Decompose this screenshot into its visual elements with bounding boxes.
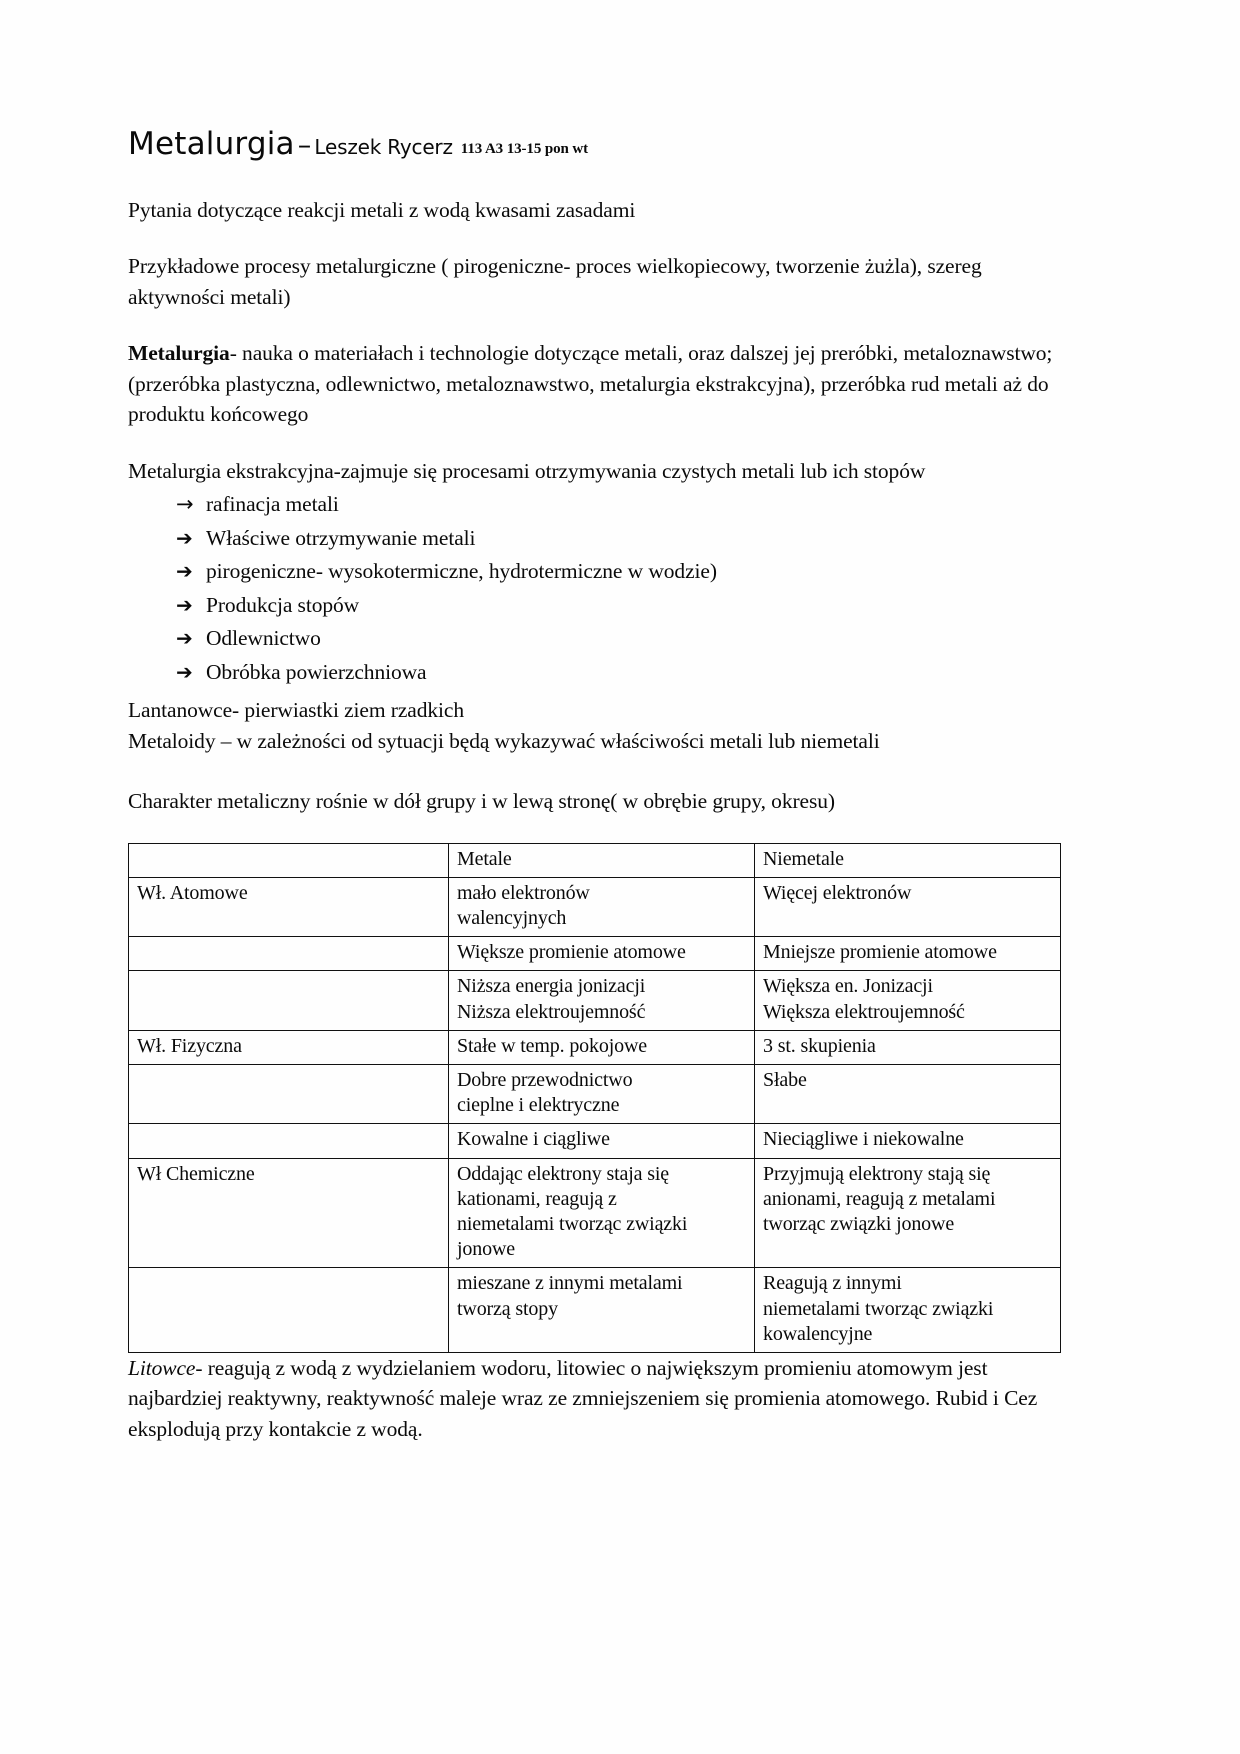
lithium-line3: promienia atomowego. Rubid i Cez eksplodują przy kontakcie z wodą. (128, 1386, 1038, 1441)
row-label (129, 971, 449, 1030)
list-item (176, 561, 1060, 583)
cell-metals (449, 1158, 755, 1268)
cell-line: Kowalne i ciągliwe (457, 1128, 610, 1151)
cell-line: Oddając elektrony staja się (457, 1162, 669, 1185)
definition-term: Metalurgia (128, 341, 230, 366)
row-label: Wł Chemiczne (129, 1158, 449, 1268)
arrow-right-icon: ➔ (176, 592, 193, 617)
arrow-right-icon: → (176, 492, 194, 517)
title-author: Leszek Rycerz (314, 135, 453, 159)
cell-line: Dobre przewodnictwo (457, 1069, 633, 1092)
arrow-right-icon: ➔ (176, 626, 193, 651)
table-header-cell-nonmetals: Niemetale (755, 843, 1061, 877)
paragraph-examples (128, 251, 1060, 312)
cell-line: walencyjnych (457, 907, 567, 930)
cell-line: Większe promienie atomowe (457, 941, 686, 964)
cell-line: Niższa energia jonizacji (457, 975, 646, 998)
page-title (128, 128, 1060, 161)
definition-line3: ekstrakcyjna), przeróbka rud metali aż do produktu końcowego (128, 371, 1049, 427)
row-label (129, 1124, 449, 1158)
comparison-table (128, 843, 1061, 1353)
notes-block (128, 695, 1060, 756)
row-label (129, 1268, 449, 1353)
cell-line: tworząc związki jonowe (763, 1212, 955, 1235)
cell-line: anionami, reagują z metalami (763, 1187, 996, 1210)
cell-metals (449, 971, 755, 1030)
list-item (176, 659, 1060, 684)
definition-line1: - nauka o materiałach i technologie dotyczące metali, oraz dalszej jej preróbki, (229, 341, 899, 366)
list-item (176, 494, 1060, 516)
list-item-label: Odlewnictwo (206, 626, 321, 651)
cell-line: Przyjmują elektrony stają się (763, 1162, 991, 1185)
note-metalloids: Metaloidy – w zależności od sytuacji będą wykazywać właściwości metali lub niemetali (128, 728, 880, 753)
list-item (176, 628, 1060, 650)
row-label: Wł. Fizyczna (129, 1030, 449, 1064)
cell-line: Większa elektroujemność (763, 1000, 965, 1023)
paragraph-metallic-character-text: Charakter metaliczny rośnie w dół grupy i w lewą stronę( w obrębie grupy, okresu) (128, 789, 835, 814)
cell-nonmetals (755, 1065, 1061, 1124)
paragraph-definition (128, 338, 1060, 430)
table-row (129, 1158, 1061, 1268)
cell-metals (449, 1124, 755, 1158)
paragraph-extractive (128, 456, 1060, 487)
cell-line: Większa en. Jonizacji (763, 975, 933, 998)
table-header-cell-metals: Metale (449, 843, 755, 877)
cell-metals (449, 877, 755, 936)
cell-metals (449, 1065, 755, 1124)
cell-nonmetals (755, 1124, 1061, 1158)
paragraph-questions-text: Pytania dotyczące reakcji metali z wodą kwasami zasadami (128, 197, 636, 222)
cell-line: Słabe (763, 1069, 807, 1092)
cell-line: niemetalami tworząc związki (763, 1297, 994, 1320)
list-item (176, 592, 1060, 617)
lithium-line1: - reagują z wodą z wydzielaniem wodoru, litowiec o największym promieniu (195, 1355, 852, 1380)
cell-line: Więcej elektronów (763, 881, 912, 904)
cell-nonmetals (755, 971, 1061, 1030)
cell-nonmetals (755, 937, 1061, 971)
cell-metals (449, 1268, 755, 1353)
cell-line: mało elektronów (457, 881, 590, 904)
paragraph-extractive-text: Metalurgia ekstrakcyjna-zajmuje się procesami otrzymywania czystych metali lub ich stopów (128, 458, 926, 483)
table-row (129, 1124, 1061, 1158)
table-row (129, 937, 1061, 971)
cell-line: cieplne i elektryczne (457, 1094, 620, 1117)
cell-line: Nieciągliwe i niekowalne (763, 1128, 964, 1151)
title-main: Metalurgia (128, 126, 295, 162)
cell-line: niemetalami tworząc związki (457, 1212, 688, 1235)
paragraph-lithium-group (128, 1353, 1060, 1445)
cell-nonmetals (755, 1268, 1061, 1353)
arrow-right-icon: ➔ (176, 559, 193, 584)
table-row (129, 1065, 1061, 1124)
definition-line2: metaloznawstwo; (przeróbka plastyczna, odlewnictwo, metaloznawstwo, metalurgia (128, 341, 1053, 396)
table-header-row (129, 843, 1061, 877)
cell-metals (449, 937, 755, 971)
table-row (129, 1030, 1061, 1064)
cell-nonmetals (755, 877, 1061, 936)
cell-nonmetals (755, 1030, 1061, 1064)
cell-line: 3 st. skupienia (763, 1034, 876, 1057)
title-dash: – (297, 130, 312, 161)
cell-line: kowalencyjne (763, 1322, 873, 1345)
cell-line: jonowe (457, 1238, 515, 1261)
cell-metals (449, 1030, 755, 1064)
cell-line: Mniejsze promienie atomowe (763, 941, 997, 964)
paragraph-examples-line2: szereg aktywności metali) (128, 254, 982, 309)
cell-nonmetals (755, 1158, 1061, 1268)
lithium-line2: atomowym jest najbardziej reaktywny, reaktywność maleje wraz ze zmniejszeniem się (128, 1355, 988, 1411)
cell-line: Niższa elektroujemność (457, 1000, 646, 1023)
paragraph-metallic-character (128, 786, 1060, 817)
row-label (129, 937, 449, 971)
list-item-label: pirogeniczne- wysokotermiczne, hydrotermiczne w wodzie) (206, 559, 717, 584)
arrow-right-icon: ➔ (176, 659, 193, 684)
title-course-code: 113 A3 13-15 pon wt (460, 141, 589, 157)
table-row (129, 971, 1061, 1030)
list-item-label: Obróbka powierzchniowa (206, 659, 427, 684)
lithium-term: Litowce (128, 1355, 196, 1380)
list-item (176, 525, 1060, 550)
table-row (129, 1268, 1061, 1353)
paragraph-questions (128, 195, 1060, 226)
cell-line: kationami, reagują z (457, 1187, 617, 1210)
table-header-cell-empty (129, 843, 449, 877)
list-item-label: Produkcja stopów (206, 592, 360, 617)
table-row (129, 877, 1061, 936)
cell-line: tworzą stopy (457, 1297, 558, 1320)
list-item-label: Właściwe otrzymywanie metali (206, 525, 476, 550)
list-item-label: rafinacja metali (206, 492, 339, 517)
arrow-right-icon: ➔ (176, 525, 193, 550)
row-label (129, 1065, 449, 1124)
cell-line: Stałe w temp. pokojowe (457, 1034, 648, 1057)
cell-line: Reagują z innymi (763, 1272, 902, 1295)
cell-line: mieszane z innymi metalami (457, 1272, 683, 1295)
paragraph-examples-line1: Przykładowe procesy metalurgiczne ( pirogeniczne- proces wielkopiecowy, tworzenie żużla), (128, 254, 923, 279)
row-label: Wł. Atomowe (129, 877, 449, 936)
note-lanthanides: Lantanowce- pierwiastki ziem rzadkich (128, 698, 464, 723)
arrow-list (128, 494, 1060, 683)
